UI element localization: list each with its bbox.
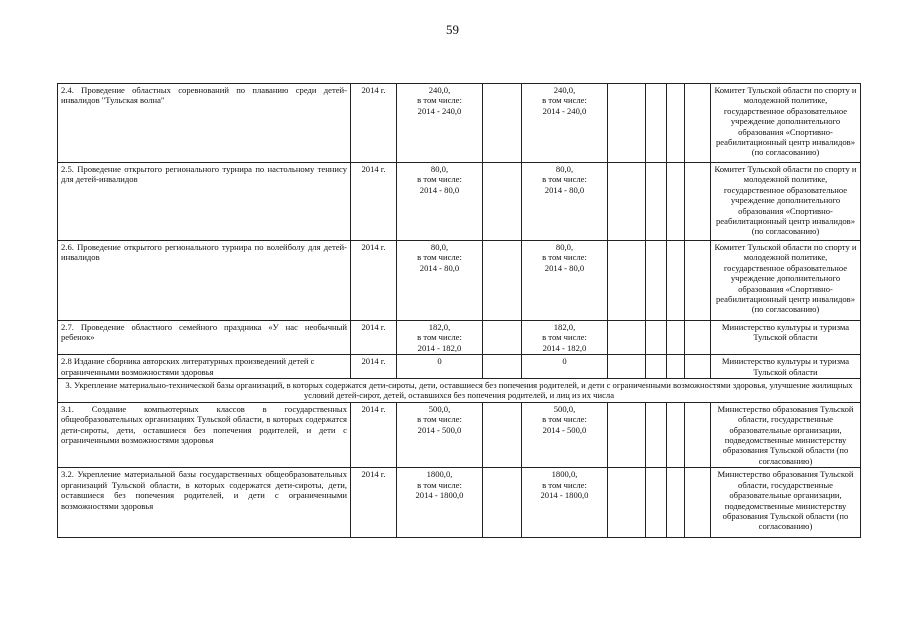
empty-cell: [608, 84, 646, 163]
measure-year: 2014 г.: [351, 241, 397, 321]
regional-funding: 500,0, в том числе: 2014 - 500,0: [522, 402, 608, 467]
empty-cell: [685, 163, 711, 241]
measure-year: 2014 г.: [351, 402, 397, 467]
empty-cell: [685, 355, 711, 379]
empty-cell: [608, 163, 646, 241]
regional-funding: 80,0, в том числе: 2014 - 80,0: [522, 241, 608, 321]
table-row: [58, 468, 861, 538]
total-funding: 1800,0, в том числе: 2014 - 1800,0: [397, 468, 483, 538]
measure-year: 2014 г.: [351, 468, 397, 538]
total-funding: 80,0, в том числе: 2014 - 80,0: [397, 241, 483, 321]
empty-cell: [685, 84, 711, 163]
responsible-executor: Министерство образования Тульской области, государственные образовательные организации, подведомственные министерству образования Тульской области (по согласованию): [711, 402, 861, 467]
table-row: [58, 84, 861, 163]
section-title: 3. Укрепление материально-технической базы организаций, в которых содержатся дети-сироты, дети, оставшиеся без попечения родителей, и дети с ограниченными возможностями здоровья, улучшение жилищных условий детей-сирот, детей, оставшихся без попечения родителей, и лиц из их числа: [58, 379, 861, 403]
measure-year: 2014 г.: [351, 355, 397, 379]
total-funding: 182,0, в том числе: 2014 - 182,0: [397, 321, 483, 355]
table-row: [58, 355, 861, 379]
total-funding: 80,0, в том числе: 2014 - 80,0: [397, 163, 483, 241]
empty-cell: [667, 84, 685, 163]
empty-cell: [685, 241, 711, 321]
responsible-executor: Комитет Тульской области по спорту и молодежной политике, государственное образовательное учреждение дополнительного образования «Спортивно-реабилитационный центр инвалидов» (по согласованию): [711, 163, 861, 241]
empty-cell: [685, 402, 711, 467]
empty-cell: [667, 163, 685, 241]
empty-cell: [483, 84, 522, 163]
empty-cell: [608, 468, 646, 538]
empty-cell: [667, 241, 685, 321]
total-funding: 240,0, в том числе: 2014 - 240,0: [397, 84, 483, 163]
measure-name: 3.2. Укрепление материальной базы государственных общеобразовательных организаций Тульской области, в которых содержатся дети-сироты, дети, оставшиеся без попечения родителей, и дети с ограниченными возможностями здоровья: [58, 468, 351, 538]
table-row: [58, 402, 861, 467]
responsible-executor: Министерство образования Тульской области, государственные образовательные организации, подведомственные министерству образования Тульской области (по согласованию): [711, 468, 861, 538]
measure-name: 2.5. Проведение открытого регионального турнира по настольному теннису для детей-инвалидов: [58, 163, 351, 241]
measure-year: 2014 г.: [351, 163, 397, 241]
page-number: 59: [446, 22, 459, 37]
total-funding: 0: [397, 355, 483, 379]
table-row: [58, 241, 861, 321]
empty-cell: [483, 468, 522, 538]
empty-cell: [646, 241, 667, 321]
empty-cell: [646, 84, 667, 163]
measure-year: 2014 г.: [351, 321, 397, 355]
responsible-executor: Комитет Тульской области по спорту и молодежной политике, государственное образовательное учреждение дополнительного образования «Спортивно-реабилитационный центр инвалидов» (по согласованию): [711, 84, 861, 163]
empty-cell: [646, 355, 667, 379]
empty-cell: [646, 468, 667, 538]
empty-cell: [646, 163, 667, 241]
empty-cell: [608, 321, 646, 355]
measure-name: 3.1. Создание компьютерных классов в государственных общеобразовательных организациях Тульской области, в которых содержатся дети-сироты, дети, оставшиеся без попечения родителей, и дети с ограниченными возможностями здоровья: [58, 402, 351, 467]
section-header-row: [58, 379, 861, 403]
measure-year: 2014 г.: [351, 84, 397, 163]
regional-funding: 0: [522, 355, 608, 379]
empty-cell: [667, 402, 685, 467]
measure-name: 2.6. Проведение открытого регионального турнира по волейболу для детей-инвалидов: [58, 241, 351, 321]
regional-funding: 182,0, в том числе: 2014 - 182,0: [522, 321, 608, 355]
empty-cell: [667, 468, 685, 538]
measure-name: 2.8 Издание сборника авторских литературных произведений детей с ограниченными возможностями здоровья: [58, 355, 351, 379]
responsible-executor: Комитет Тульской области по спорту и молодежной политике, государственное образовательное учреждение дополнительного образования «Спортивно-реабилитационный центр инвалидов» (по согласованию): [711, 241, 861, 321]
measure-name: 2.4. Проведение областных соревнований по плаванию среди детей-инвалидов "Тульская волна": [58, 84, 351, 163]
empty-cell: [667, 321, 685, 355]
empty-cell: [483, 355, 522, 379]
regional-funding: 1800,0, в том числе: 2014 - 1800,0: [522, 468, 608, 538]
empty-cell: [483, 163, 522, 241]
empty-cell: [646, 402, 667, 467]
empty-cell: [685, 468, 711, 538]
empty-cell: [483, 321, 522, 355]
empty-cell: [646, 321, 667, 355]
empty-cell: [608, 402, 646, 467]
empty-cell: [483, 402, 522, 467]
empty-cell: [608, 241, 646, 321]
total-funding: 500,0, в том числе: 2014 - 500,0: [397, 402, 483, 467]
responsible-executor: Министерство культуры и туризма Тульской области: [711, 355, 861, 379]
table-row: [58, 321, 861, 355]
table-row: [58, 163, 861, 241]
regional-funding: 240,0, в том числе: 2014 - 240,0: [522, 84, 608, 163]
empty-cell: [483, 241, 522, 321]
empty-cell: [685, 321, 711, 355]
measure-name: 2.7. Проведение областного семейного праздника «У нас необычный ребенок»: [58, 321, 351, 355]
program-measures-table: [57, 83, 861, 538]
regional-funding: 80,0, в том числе: 2014 - 80,0: [522, 163, 608, 241]
empty-cell: [608, 355, 646, 379]
responsible-executor: Министерство культуры и туризма Тульской области: [711, 321, 861, 355]
empty-cell: [667, 355, 685, 379]
